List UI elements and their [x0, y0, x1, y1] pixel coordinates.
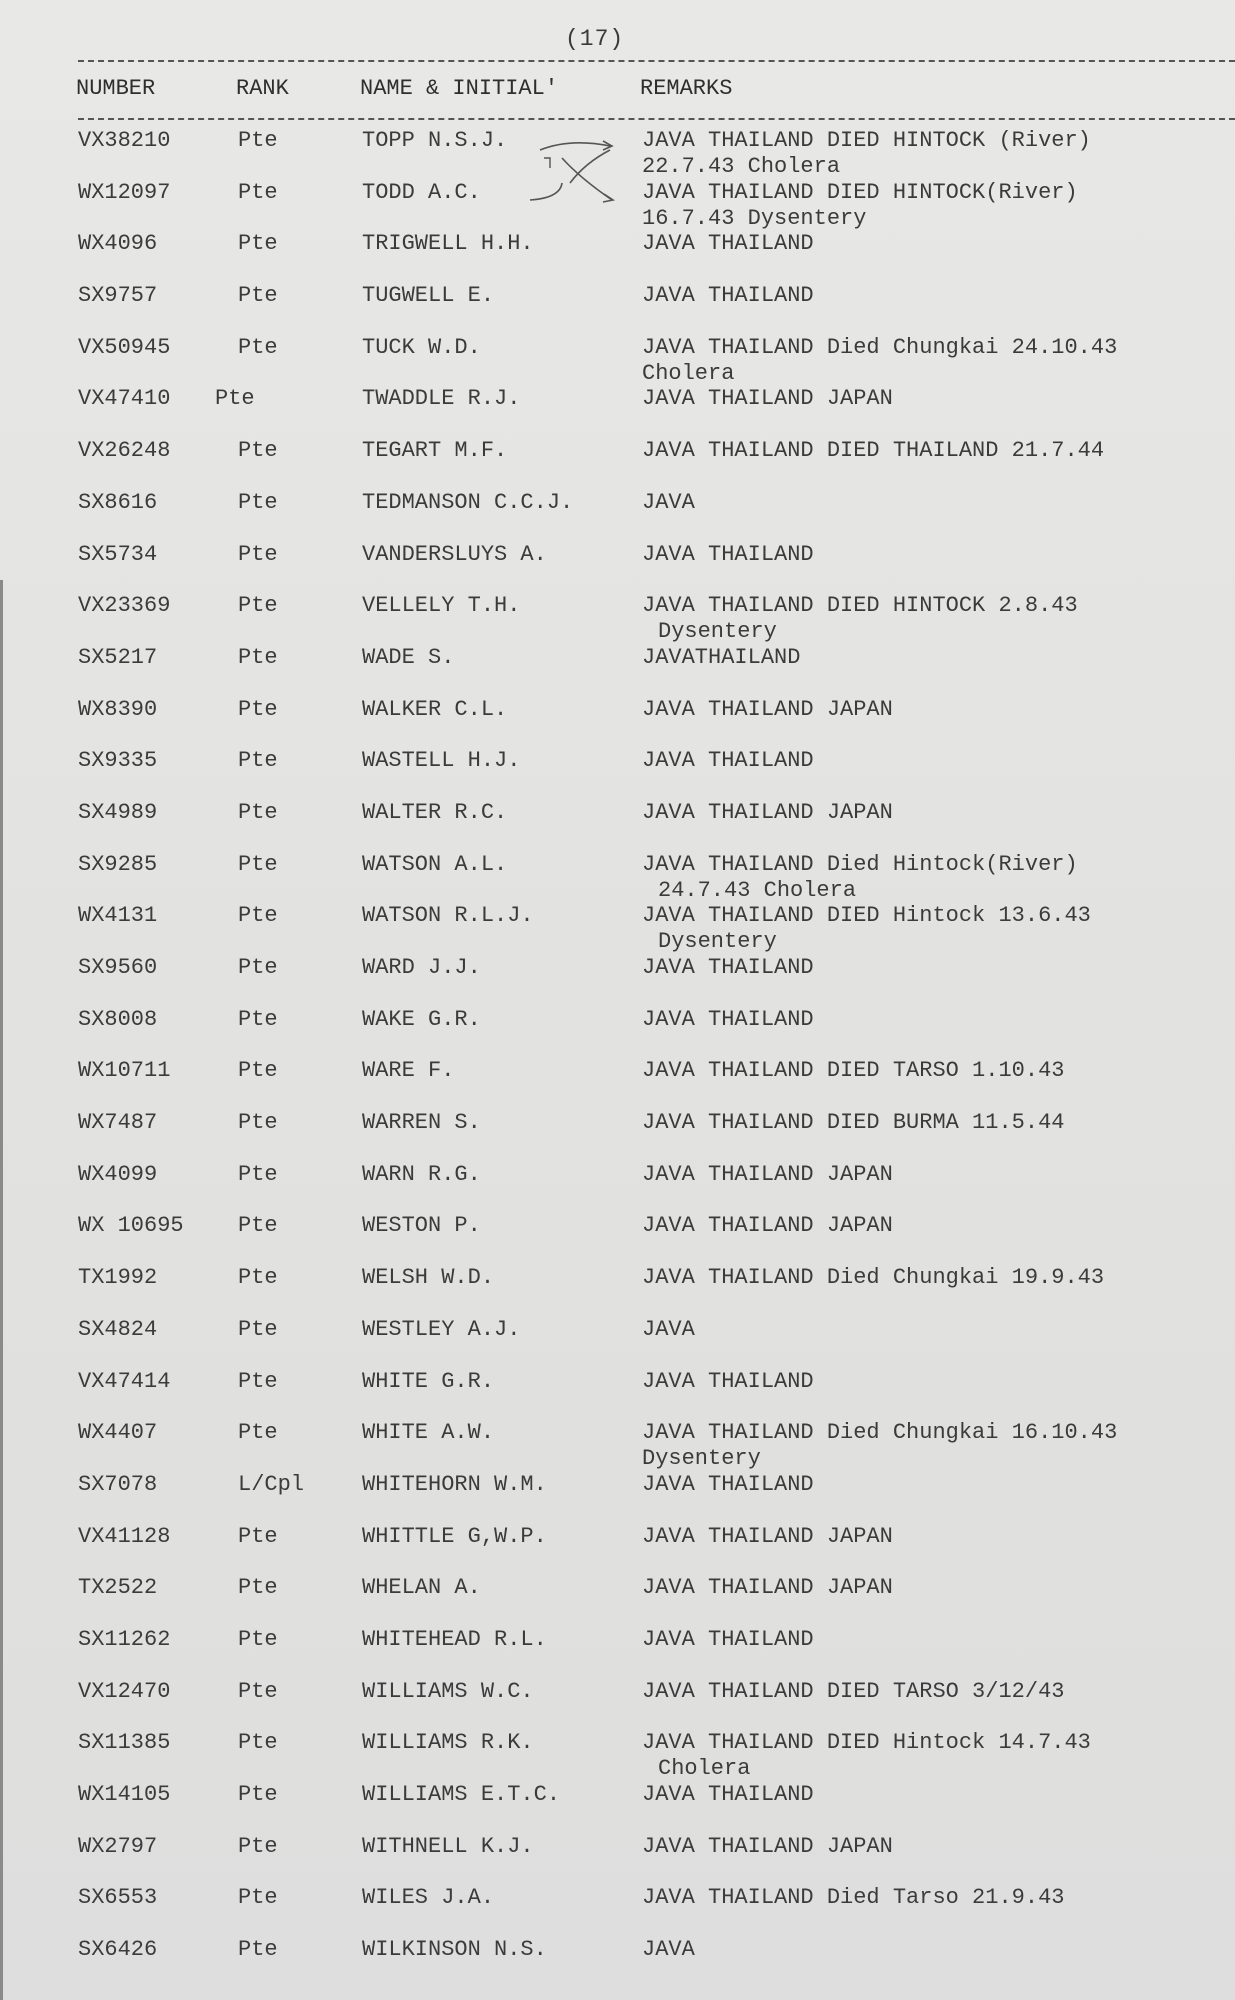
rank: Pte [238, 1058, 278, 1084]
service-number: SX7078 [78, 1471, 158, 1497]
dashed-rule-top [78, 60, 1235, 62]
rank: Pte [238, 851, 278, 877]
service-number: WX4096 [78, 231, 158, 257]
name-initial: WHITEHEAD R.L. [362, 1626, 547, 1652]
name-initial: WILES J.A. [362, 1885, 495, 1911]
dashed-rule-bottom [78, 118, 1235, 120]
service-number: WX4099 [78, 1161, 158, 1187]
table-row [0, 283, 1235, 335]
remarks-continuation: 24.7.43 Cholera [658, 877, 857, 903]
rank: Pte [238, 334, 278, 360]
rank: Pte [238, 438, 278, 464]
remarks-line: JAVA [642, 1937, 695, 1963]
rank: Pte [238, 1161, 278, 1187]
remarks-line: JAVA THAILAND JAPAN [642, 1575, 893, 1601]
rank: Pte [238, 489, 278, 515]
rank: Pte [238, 593, 278, 619]
remarks [642, 1058, 1064, 1084]
remarks-continuation: Dysentery [658, 619, 777, 645]
table-row [0, 800, 1235, 852]
service-number: SX9335 [78, 748, 158, 774]
table-row [0, 1265, 1235, 1317]
rank: Pte [238, 1730, 278, 1756]
header-number: NUMBER [76, 76, 156, 101]
remarks-line: JAVA THAILAND DIED HINTOCK 2.8.43 [642, 593, 1078, 619]
remarks-line: JAVA THAILAND [642, 231, 814, 257]
name-initial: WADE S. [362, 644, 455, 670]
remarks-continuation: Dysentery [642, 1446, 761, 1472]
remarks-continuation: Cholera [658, 1756, 751, 1782]
name-initial: WALKER C.L. [362, 696, 508, 722]
name-initial: WILLIAMS W.C. [362, 1678, 534, 1704]
remarks [642, 800, 893, 826]
table-row [0, 542, 1235, 594]
remarks [642, 903, 1091, 955]
name-initial: WESTON P. [362, 1213, 481, 1239]
remarks [642, 1472, 814, 1498]
remarks-continuation: Dysentery [658, 929, 777, 955]
remarks-line: JAVA THAILAND JAPAN [642, 799, 893, 825]
rank: Pte [238, 1110, 278, 1136]
remarks-line: JAVA THAILAND DIED TARSO 1.10.43 [642, 1058, 1065, 1084]
remarks-line: JAVA THAILAND DIED TARSO 3/12/43 [642, 1678, 1065, 1704]
table-row [0, 386, 1235, 438]
service-number: SX9757 [78, 283, 158, 309]
remarks [642, 1420, 1117, 1472]
remarks-line: JAVA THAILAND DIED BURMA 11.5.44 [642, 1110, 1065, 1136]
rank: Pte [238, 1575, 278, 1601]
remarks-line: JAVA THAILAND JAPAN [642, 696, 893, 722]
remarks [642, 1162, 893, 1188]
table-row [0, 1472, 1235, 1524]
table-row [0, 1679, 1235, 1731]
remarks-line: JAVA THAILAND JAPAN [642, 1213, 893, 1239]
remarks-line: JAVA THAILAND JAPAN [642, 386, 893, 412]
name-initial: WILLIAMS R.K. [362, 1730, 534, 1756]
service-number: WX2797 [78, 1833, 158, 1859]
rank: Pte [238, 955, 278, 980]
table-row [0, 593, 1235, 645]
remarks [642, 1782, 814, 1808]
table-row [0, 748, 1235, 800]
name-initial: WASTELL H.J. [362, 748, 521, 774]
table-row [0, 1420, 1235, 1472]
name-initial: WATSON R.L.J. [362, 903, 534, 929]
remarks-line: JAVA THAILAND [642, 541, 814, 567]
remarks-line: JAVA THAILAND Died Tarso 21.9.43 [642, 1885, 1065, 1911]
name-initial: WAKE G.R. [362, 1006, 481, 1032]
remarks [642, 1730, 1091, 1782]
rank: Pte [238, 1626, 278, 1652]
remarks [642, 1369, 814, 1395]
service-number: WX7487 [78, 1110, 158, 1136]
service-number: SX4824 [78, 1316, 158, 1342]
remarks-line: JAVA THAILAND Died Chungkai 16.10.43 [642, 1420, 1118, 1446]
service-number: SX9285 [78, 851, 158, 877]
remarks-line: JAVA THAILAND DIED THAILAND 21.7.44 [642, 438, 1105, 464]
table-row [0, 1937, 1235, 1989]
name-initial: WELSH W.D. [362, 1265, 495, 1291]
remarks [642, 542, 814, 568]
service-number: TX2522 [78, 1575, 158, 1601]
table-row [0, 1162, 1235, 1214]
remarks [642, 1679, 1064, 1705]
rank: Pte [238, 1782, 278, 1807]
service-number: SX5734 [78, 541, 158, 567]
remarks [642, 748, 814, 774]
remarks [642, 180, 1078, 232]
service-number: WX4131 [78, 903, 158, 929]
rank: Pte [238, 644, 278, 670]
name-initial: WHELAN A. [362, 1575, 481, 1601]
remarks [642, 593, 1078, 645]
rank: Pte [238, 1213, 278, 1239]
name-initial: WHITTLE G,W.P. [362, 1523, 547, 1549]
table-row [0, 903, 1235, 955]
header-name: NAME & INITIAL' [360, 76, 559, 101]
rank: Pte [238, 1937, 278, 1963]
table-row [0, 438, 1235, 490]
name-initial: WESTLEY A.J. [362, 1316, 521, 1342]
name-initial: TUCK W.D. [362, 334, 481, 360]
remarks-line: JAVATHAILAND [642, 644, 801, 670]
remarks-line: JAVA THAILAND [642, 1368, 814, 1394]
remarks [642, 231, 814, 257]
name-initial: TEGART M.F. [362, 438, 508, 464]
page-edge-shadow [0, 580, 3, 2000]
rank: Pte [238, 283, 278, 309]
service-number: SX6553 [78, 1885, 158, 1911]
header-remarks: REMARKS [640, 76, 733, 101]
service-number: SX9560 [78, 955, 158, 980]
table-row [0, 1007, 1235, 1059]
remarks-line: JAVA THAILAND [642, 1471, 814, 1497]
rank: Pte [238, 1316, 278, 1342]
remarks [642, 1265, 1104, 1291]
rank: Pte [238, 1265, 278, 1291]
table-row [0, 1317, 1235, 1369]
remarks [642, 1213, 893, 1239]
rank: Pte [238, 1678, 278, 1704]
table-row [0, 128, 1235, 180]
name-initial: TODD A.C. [362, 179, 481, 205]
remarks-line: JAVA THAILAND JAPAN [642, 1523, 893, 1549]
rank: Pte [215, 386, 255, 412]
remarks [642, 645, 800, 671]
remarks-continuation: 16.7.43 Dysentery [642, 205, 867, 231]
rank: Pte [238, 1885, 278, 1911]
name-initial: WARD J.J. [362, 955, 481, 980]
service-number: SX4989 [78, 799, 158, 825]
name-initial: TUGWELL E. [362, 283, 495, 309]
remarks [642, 438, 1104, 464]
name-initial: VELLELY T.H. [362, 593, 521, 619]
rank: Pte [238, 231, 278, 257]
rank: Pte [238, 696, 278, 722]
remarks [642, 1007, 814, 1033]
table-row [0, 1524, 1235, 1576]
remarks [642, 1627, 814, 1653]
table-row [0, 1782, 1235, 1834]
table-row [0, 1730, 1235, 1782]
header-rank: RANK [236, 76, 289, 101]
remarks-line: JAVA THAILAND [642, 955, 814, 980]
remarks-line: JAVA THAILAND Died Hintock(River) [642, 851, 1078, 877]
table-row [0, 1885, 1235, 1937]
rank: Pte [238, 903, 278, 929]
name-initial: WHITE G.R. [362, 1368, 495, 1394]
name-initial: WARREN S. [362, 1110, 481, 1136]
remarks-line: JAVA THAILAND JAPAN [642, 1161, 893, 1187]
table-row [0, 335, 1235, 387]
service-number: VX12470 [78, 1678, 171, 1704]
remarks-continuation: Cholera [642, 360, 735, 386]
name-initial: WALTER R.C. [362, 799, 508, 825]
remarks-line: JAVA THAILAND [642, 748, 814, 774]
remarks [642, 386, 893, 412]
table-row [0, 1058, 1235, 1110]
service-number: SX11385 [78, 1730, 171, 1756]
service-number: VX47414 [78, 1368, 171, 1394]
remarks [642, 1575, 893, 1601]
service-number: VX41128 [78, 1523, 171, 1549]
service-number: VX23369 [78, 593, 171, 619]
service-number: VX50945 [78, 334, 171, 360]
remarks-line: JAVA THAILAND [642, 1782, 814, 1807]
rank: Pte [238, 799, 278, 825]
service-number: SX6426 [78, 1937, 158, 1963]
name-initial: WILKINSON N.S. [362, 1937, 547, 1963]
service-number: TX1992 [78, 1265, 158, 1291]
remarks [642, 1317, 695, 1343]
name-initial: WHITE A.W. [362, 1420, 495, 1446]
name-initial: WATSON A.L. [362, 851, 508, 877]
table-row [0, 1213, 1235, 1265]
service-number: VX47410 [78, 386, 171, 412]
table-row [0, 645, 1235, 697]
rank: L/Cpl [238, 1471, 305, 1497]
remarks-line: JAVA [642, 489, 695, 515]
service-number: WX 10695 [78, 1213, 184, 1239]
rank: Pte [238, 1523, 278, 1549]
service-number: SX5217 [78, 644, 158, 670]
rank: Pte [238, 1368, 278, 1394]
rank: Pte [238, 1420, 278, 1446]
name-initial: VANDERSLUYS A. [362, 541, 547, 567]
remarks-line: JAVA THAILAND Died Chungkai 19.9.43 [642, 1265, 1105, 1291]
roster-table [0, 128, 1235, 1989]
remarks-line: JAVA THAILAND [642, 1626, 814, 1652]
rank: Pte [238, 1833, 278, 1859]
name-initial: WITHNELL K.J. [362, 1833, 534, 1859]
table-row [0, 1627, 1235, 1679]
service-number: SX11262 [78, 1626, 171, 1652]
remarks-continuation: 22.7.43 Cholera [642, 154, 841, 179]
name-initial: WARN R.G. [362, 1161, 481, 1187]
page-number: (17) [565, 26, 625, 52]
service-number: WX14105 [78, 1782, 171, 1807]
service-number: SX8616 [78, 489, 158, 515]
table-header [0, 76, 1235, 112]
service-number: WX8390 [78, 696, 158, 722]
name-initial: TEDMANSON C.C.J. [362, 489, 574, 515]
table-row [0, 1110, 1235, 1162]
name-initial: WARE F. [362, 1058, 455, 1084]
remarks [642, 852, 1078, 904]
table-row [0, 1834, 1235, 1886]
remarks-line: JAVA THAILAND [642, 283, 814, 309]
remarks-line: JAVA THAILAND DIED Hintock 14.7.43 [642, 1730, 1091, 1756]
rank: Pte [238, 748, 278, 774]
rank: Pte [238, 1006, 278, 1032]
table-row [0, 1369, 1235, 1421]
remarks-line: JAVA THAILAND Died Chungkai 24.10.43 [642, 334, 1118, 360]
table-row [0, 697, 1235, 749]
remarks [642, 283, 814, 309]
remarks [642, 1834, 893, 1860]
name-initial: WHITEHORN W.M. [362, 1471, 547, 1497]
remarks-line: JAVA THAILAND DIED Hintock 13.6.43 [642, 903, 1091, 929]
name-initial: TWADDLE R.J. [362, 386, 521, 412]
service-number: VX38210 [78, 128, 171, 153]
remarks [642, 955, 814, 981]
table-row [0, 231, 1235, 283]
remarks [642, 1885, 1064, 1911]
remarks [642, 1937, 695, 1963]
remarks-line: JAVA THAILAND [642, 1006, 814, 1032]
service-number: WX4407 [78, 1420, 158, 1446]
remarks [642, 128, 1091, 180]
table-row [0, 852, 1235, 904]
service-number: SX8008 [78, 1006, 158, 1032]
remarks [642, 697, 893, 723]
remarks [642, 490, 695, 516]
remarks [642, 1110, 1064, 1136]
name-initial: TRIGWELL H.H. [362, 231, 534, 257]
table-row [0, 180, 1235, 232]
service-number: WX12097 [78, 179, 171, 205]
rank: Pte [238, 128, 278, 153]
table-row [0, 490, 1235, 542]
rank: Pte [238, 179, 278, 205]
remarks-line: JAVA [642, 1316, 695, 1342]
table-row [0, 1575, 1235, 1627]
name-initial: WILLIAMS E.T.C. [362, 1782, 561, 1807]
service-number: WX10711 [78, 1058, 171, 1084]
remarks [642, 1524, 893, 1550]
rank: Pte [238, 541, 278, 567]
remarks-line: JAVA THAILAND JAPAN [642, 1833, 893, 1859]
remarks-line: JAVA THAILAND DIED HINTOCK (River) [642, 128, 1091, 153]
service-number: VX26248 [78, 438, 171, 464]
remarks-line: JAVA THAILAND DIED HINTOCK(River) [642, 179, 1078, 205]
name-initial: TOPP N.S.J. [362, 128, 508, 153]
remarks [642, 335, 1117, 387]
table-row [0, 955, 1235, 1007]
